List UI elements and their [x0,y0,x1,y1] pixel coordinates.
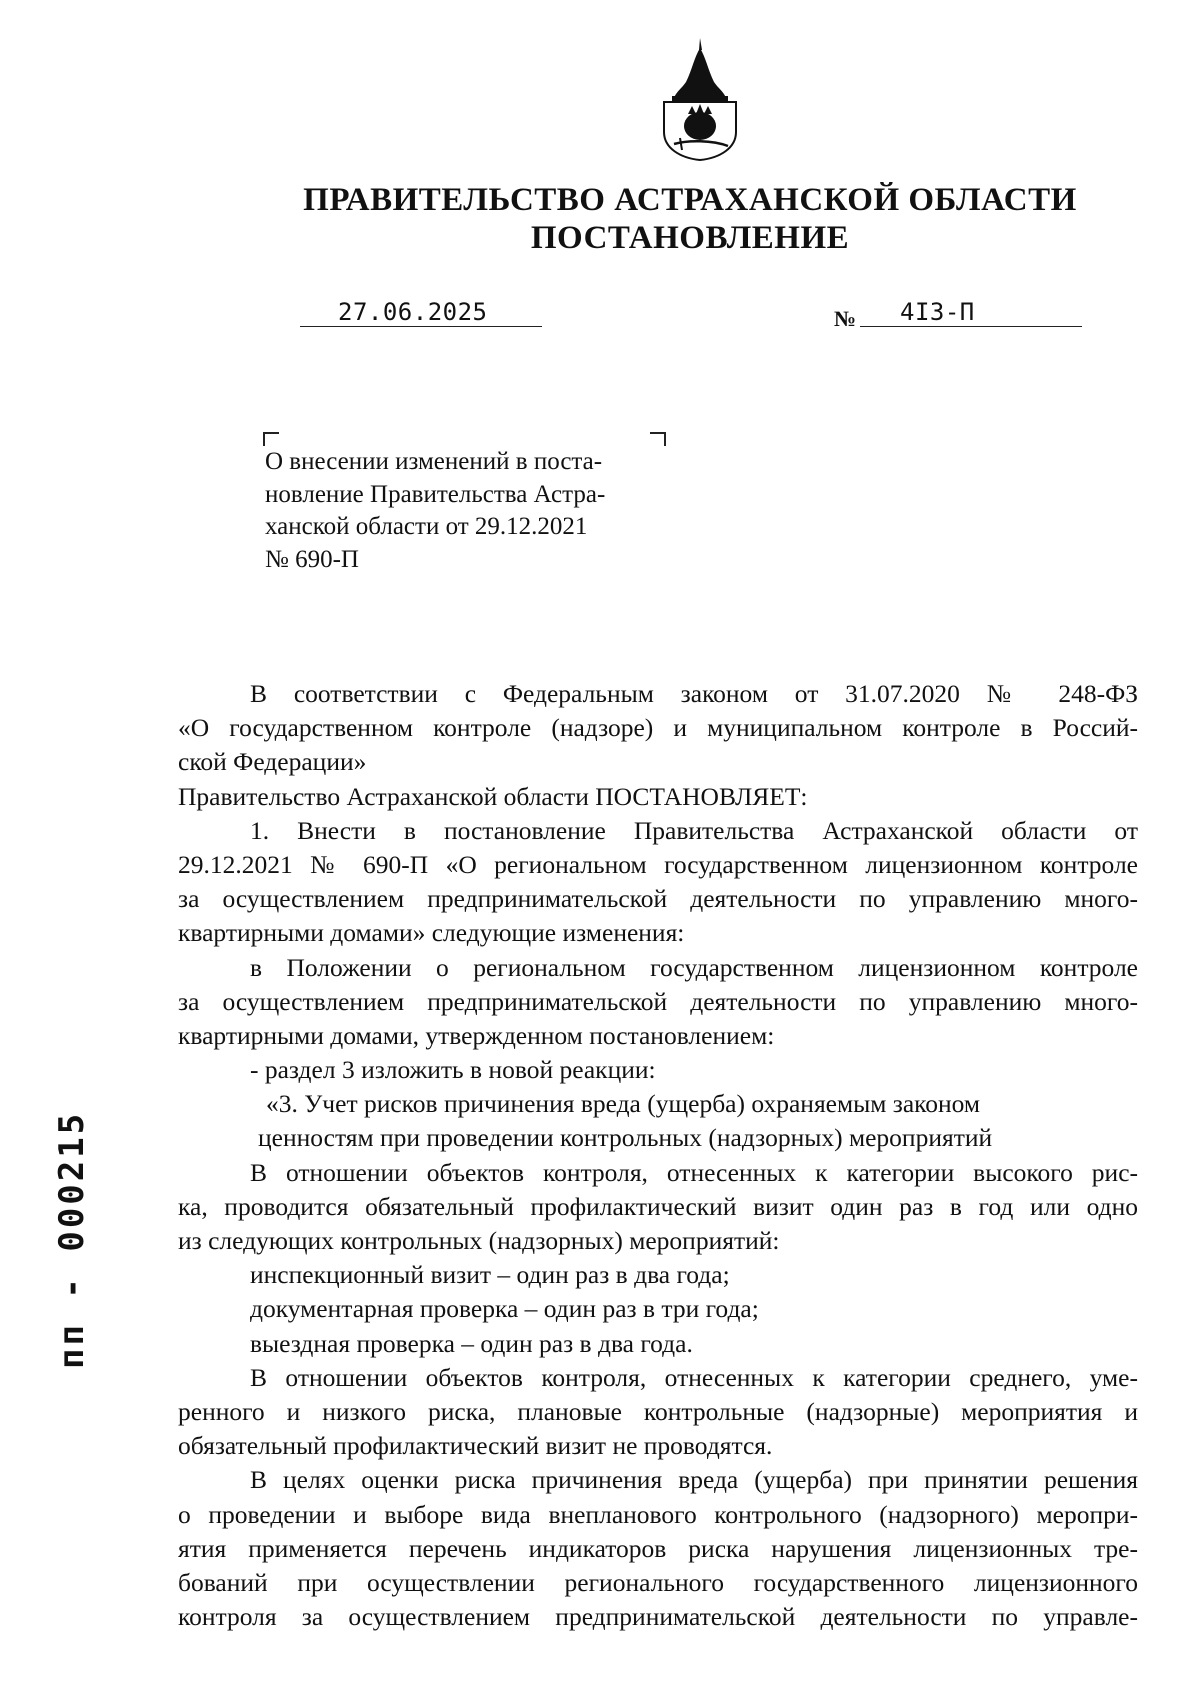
body-line: В отношении объектов контроля, отнесенных к категории среднего, уме- [250,1362,1138,1392]
body-line: В отношении объектов контроля, отнесенных к категории высокого рис- [250,1157,1138,1187]
body-line: о проведении и выборе вида внепланового контрольного (надзорного) меропри- [178,1499,1138,1529]
subject-bracket-left [263,432,279,446]
document-subject [265,446,660,576]
body-line: инспекционный визит – один раз в два года; [250,1260,730,1290]
body-line: документарная проверка – один раз в три года; [250,1294,759,1324]
body-line: Правительство Астраханской области ПОСТАНОВЛЯЕТ: [178,781,808,811]
subject-line: ханской области от 29.12.2021 [265,513,588,540]
number-underline [860,326,1082,327]
body-line: квартирными домами» следующие изменения: [178,918,685,948]
body-line: за осуществлением предпринимательской деятельности по управлению много- [178,986,1138,1016]
document-type: ПОСТАНОВЛЕНИЕ [530,220,850,256]
body-line: ятия применяется перечень индикаторов риска нарушения лицензионных тре- [178,1533,1138,1563]
body-line: «О государственном контроле (надзоре) и муниципальном контроле в Россий- [178,713,1138,743]
body-line: ренного и низкого риска, плановые контрольные (надзорные) мероприятия и [178,1396,1138,1426]
body-line: «3. Учет рисков причинения вреда (ущерба) охраняемым законом [266,1089,981,1119]
document-number: 4I3-П [900,298,975,326]
coat-of-arms-icon [658,36,742,162]
body-line: В целях оценки риска причинения вреда (ущерба) при принятии решения [250,1465,1138,1495]
body-line: бований при осуществлении регионального государственного лицензионного [178,1567,1138,1597]
subject-line: № 690-П [265,545,359,573]
date-underline [300,326,542,327]
body-line: - раздел 3 изложить в новой реакции: [250,1055,656,1085]
document-date: 27.06.2025 [338,298,488,326]
body-line: 1. Внести в постановление Правительства Астраханской области от [250,815,1138,845]
subject-bracket-right [650,432,666,446]
body-line: за осуществлением предпринимательской деятельности по управлению много- [178,884,1138,914]
document-body [178,677,1138,1634]
body-line: В соответствии с Федеральным законом от 31.07.2020 № 248-ФЗ [250,679,1138,708]
body-line: ценностям при проведении контрольных (надзорных) мероприятий [258,1123,993,1153]
subject-line: О внесении изменений в поста- [265,448,603,475]
body-line: в Положении о региональном государственном лицензионном контроле [250,952,1138,982]
body-line: ка, проводится обязательный профилактический визит один раз в год или одно [178,1191,1138,1221]
body-line: обязательный профилактический визит не проводятся. [178,1431,773,1461]
body-line: выездная проверка – один раз в два года. [250,1328,693,1358]
body-line: контроля за осуществлением предпринимательской деятельности по управле- [178,1602,1138,1632]
body-line: из следующих контрольных (надзорных) мероприятий: [178,1226,780,1255]
body-line: квартирными домами, утвержденном постановлением: [178,1020,775,1050]
margin-registration-code: пп - 000215 [52,1110,92,1369]
body-line: 29.12.2021 № 690-П «О региональном государственном лицензионном контроле [178,849,1138,879]
number-sign: № [834,306,857,331]
subject-line: новление Правительства Астра- [265,480,606,508]
government-title: ПРАВИТЕЛЬСТВО АСТРАХАНСКОЙ ОБЛАСТИ [303,182,1077,218]
body-line: ской Федерации» [178,747,367,777]
